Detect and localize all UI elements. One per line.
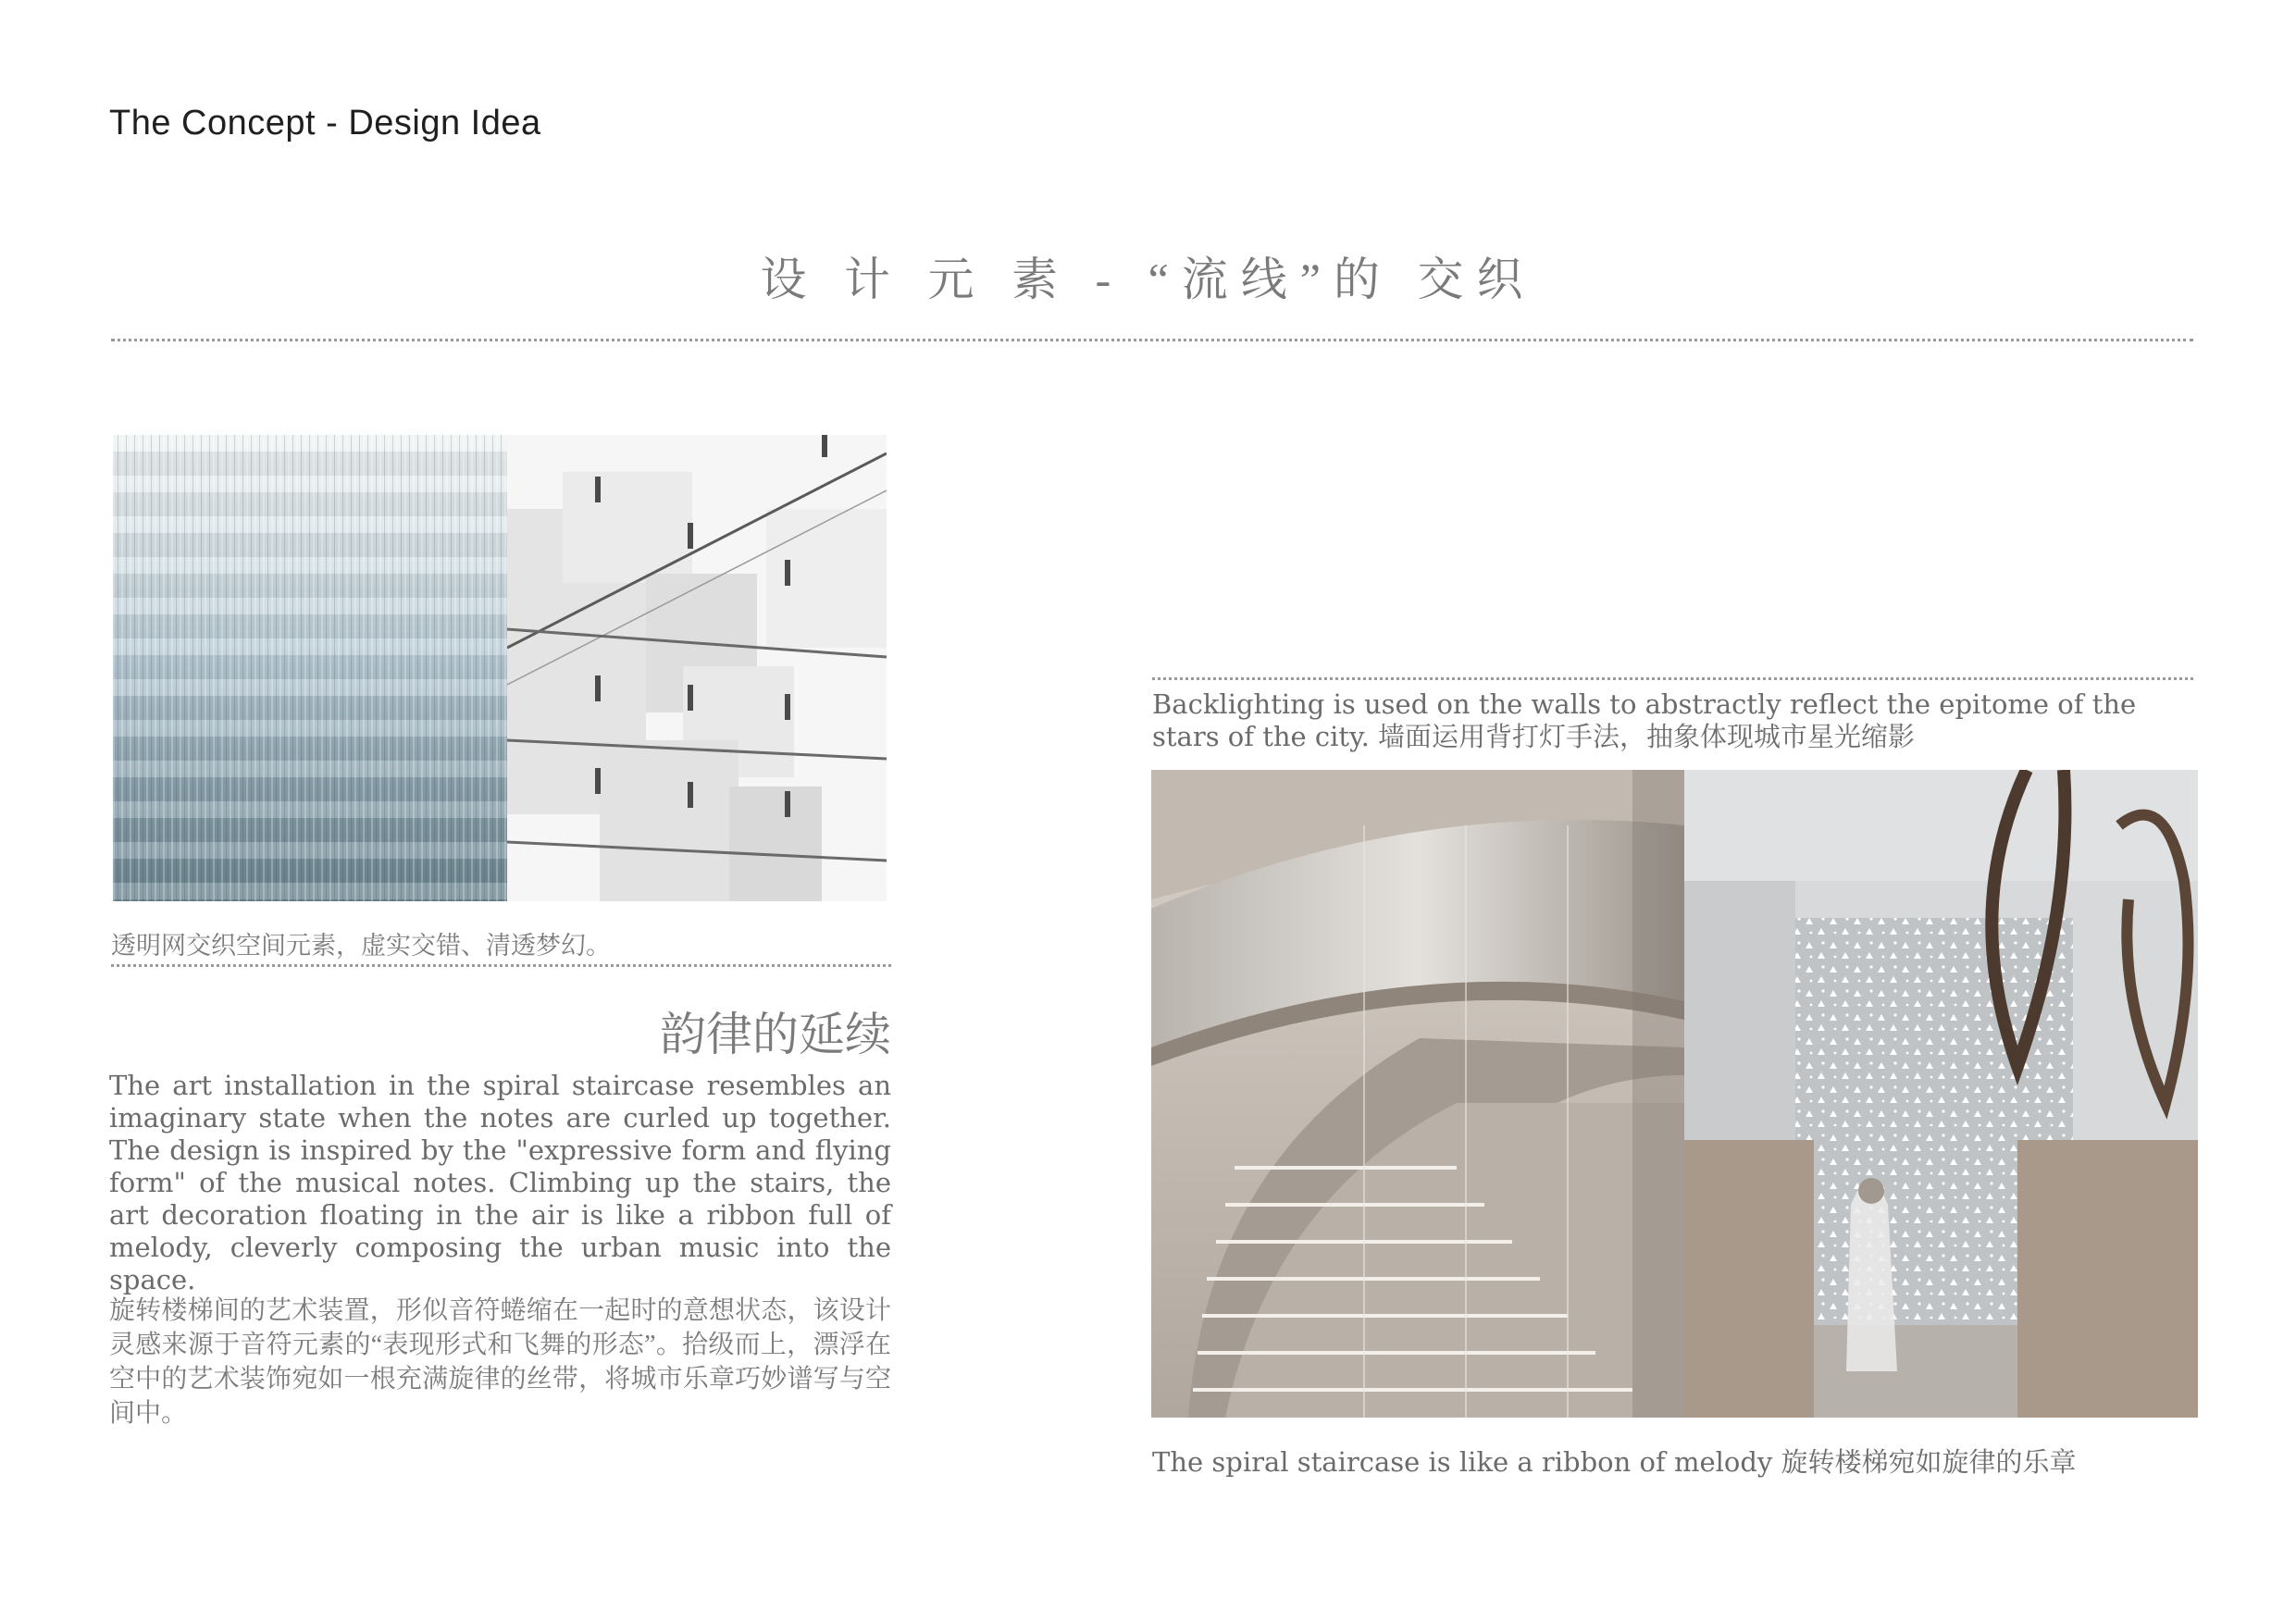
glass-facade-image: [507, 435, 887, 901]
staircase-caption: The spiral staircase is like a ribbon of melody 旋转楼梯宛如旋律的乐章: [1152, 1446, 2077, 1478]
left-image-caption: 透明网交织空间元素，虚实交错、清透梦幻。: [111, 932, 611, 960]
divider-top: [111, 339, 2193, 341]
backlighting-caption: Backlighting is used on the walls to abstractly reflect the epitome of the stars of the city. 墙面运用背打灯手法，抽象体现城市星光缩影: [1152, 688, 2137, 752]
glass-facade-drawing: [507, 435, 887, 901]
divider-right: [1152, 677, 2193, 680]
spiral-staircase-image: [1151, 770, 1684, 1418]
header-title: The Concept - Design Idea: [109, 104, 541, 142]
body-text-zh: 旋转楼梯间的艺术装置，形似音符蜷缩在一起时的意想状态，该设计灵感来源于音符元素的“表现形式和飞舞的形态”。拾级而上，漂浮在空中的艺术装饰宛如一根充满旋律的丝带，将城市乐章巧妙谱写与空间中。: [109, 1296, 891, 1428]
lobby-starry-wall-image: [1684, 770, 2198, 1418]
body-text-en: The art installation in the spiral staircase resembles an imaginary state when the notes are curled up together. The design is inspired by the "expressive form and flying form" of the musical notes. Climbing up the stairs, the art decoration floating in the air is like a ribbon full of melody, cleverly composing the urban music into the space.: [109, 1070, 891, 1295]
spiral-staircase-drawing: [1151, 770, 1684, 1418]
subtitle-rhythm: 韵律的延续: [660, 1009, 891, 1060]
lobby-starry-wall-drawing: [1684, 770, 2198, 1418]
mesh-pattern-image: [113, 435, 509, 901]
divider-left: [111, 964, 891, 967]
section-title: 设 计 元 素 - “流线”的 交织: [760, 254, 1536, 305]
